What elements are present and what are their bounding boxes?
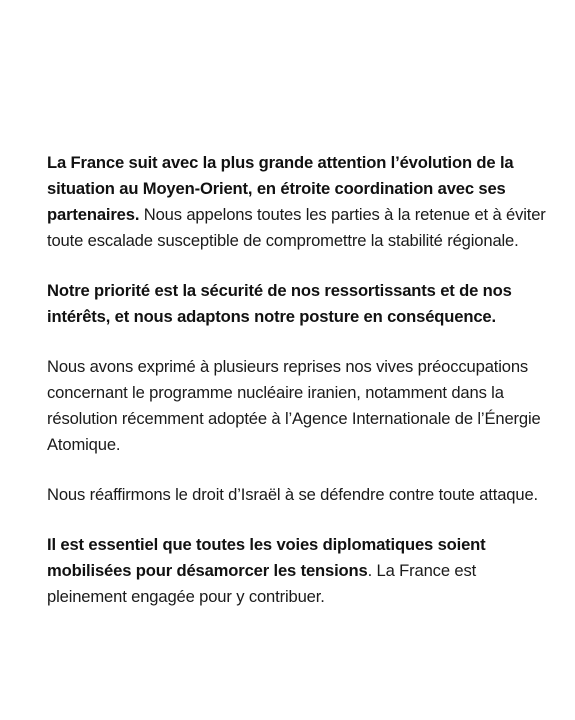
paragraph-4 — [47, 482, 547, 508]
paragraph-3 — [47, 354, 547, 458]
paragraph-2 — [47, 278, 547, 330]
paragraph-5-bold: Il est essentiel que toutes les voies diplomatiques soient mobilisées pour désamorcer les tensions — [47, 535, 486, 580]
paragraph-3-text: Nous avons exprimé à plusieurs reprises nos vives préoccupations concernant le programme nucléaire iranien, notamment dans la résolution récemment adoptée à l’Agence Internationale de l’Énergie Atomique. — [47, 357, 541, 454]
paragraph-4-text: Nous réaffirmons le droit d’Israël à se défendre contre toute attaque. — [47, 485, 538, 504]
paragraph-1-text: Nous appelons toutes les parties à la retenue et à éviter toute escalade susceptible de compromettre la stabilité régionale. — [47, 205, 546, 250]
paragraph-5 — [47, 532, 547, 610]
paragraph-5-text: . La France est pleinement engagée pour y contribuer. — [47, 561, 477, 606]
paragraph-1-bold: La France suit avec la plus grande attention l’évolution de la situation au Moyen-Orient, en étroite coordination avec ses partenaires. — [47, 153, 514, 224]
paragraph-1 — [47, 150, 547, 254]
paragraph-2-bold: Notre priorité est la sécurité de nos ressortissants et de nos intérêts, et nous adaptons notre posture en conséquence. — [47, 281, 512, 326]
statement-text — [47, 150, 547, 634]
